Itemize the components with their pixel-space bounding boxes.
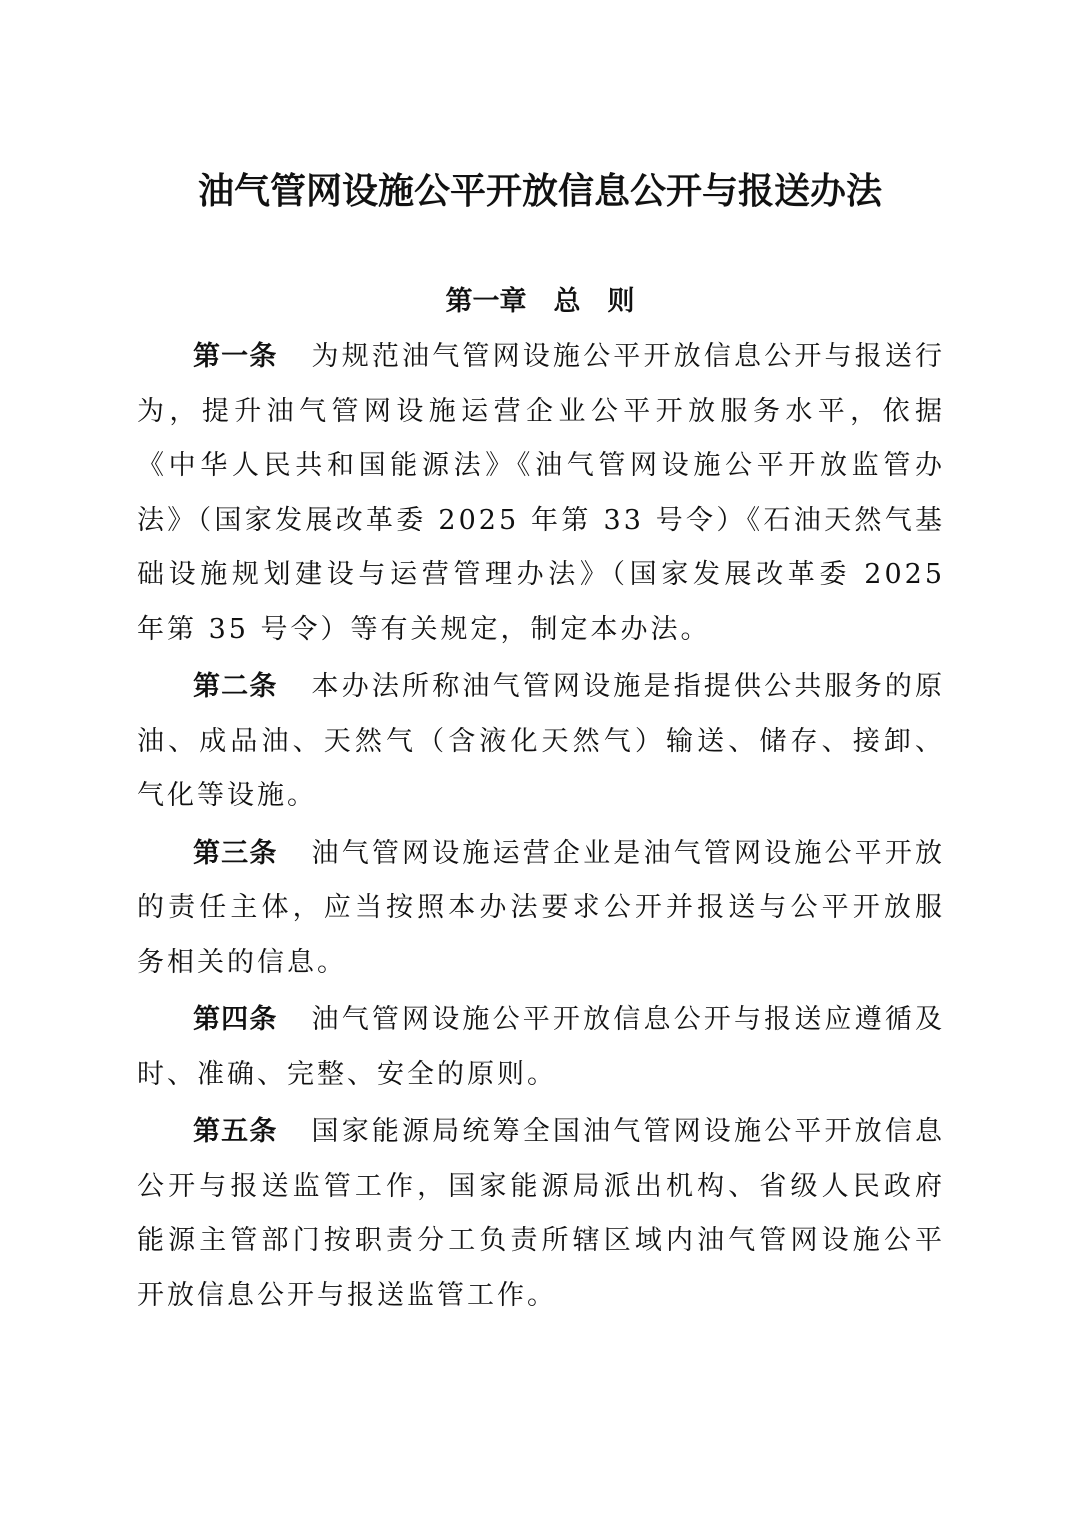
chapter-heading: 第一章 总 则 — [445, 286, 635, 317]
document-title: 油气管网设施公平开放信息公开与报送办法 — [197, 171, 882, 212]
article-number: 第二条 — [193, 671, 278, 702]
article-number: 第三条 — [193, 837, 278, 869]
article-1 — [137, 330, 945, 657]
article-text: 油气管网设施运营企业是油气管网设施公平开放的责任主体，应当按照本办法要求公开并报送与公平开放服务相关的信息。 — [137, 837, 946, 978]
article-text: 油气管网设施公平开放信息公开与报送应遵循及时、准确、完整、安全的原则。 — [137, 1004, 946, 1090]
document-body — [137, 330, 945, 1326]
article-text: 本办法所称油气管网设施是指提供公共服务的原油、成品油、天然气（含液化天然气）输送、储存、接卸、气化等设施。 — [137, 671, 946, 811]
article-5 — [137, 1105, 945, 1323]
article-number: 第四条 — [193, 1004, 278, 1035]
article-number: 第五条 — [193, 1116, 278, 1147]
article-number: 第一条 — [193, 341, 278, 372]
article-4 — [137, 993, 945, 1102]
article-3 — [137, 827, 945, 991]
article-text: 国家能源局统筹全国油气管网设施公平开放信息公开与报送监管工作，国家能源局派出机构、省级人民政府能源主管部门按职责分工负责所辖区域内油气管网设施公平开放信息公开与报送监管工作。 — [137, 1116, 946, 1311]
article-text: 为规范油气管网设施公平开放信息公开与报送行为，提升油气管网设施运营企业公平开放服务水平，依据《中华人民共和国能源法》《油气管网设施公平开放监管办法》（国家发展改革委 2025 年第 33 号令）《石油天然气基础设施规划建设与运营管理办法》（国家发展改革委 2025 年第 35 号令）等有关规定，制定本办法。 — [137, 341, 946, 645]
article-2 — [137, 660, 945, 824]
